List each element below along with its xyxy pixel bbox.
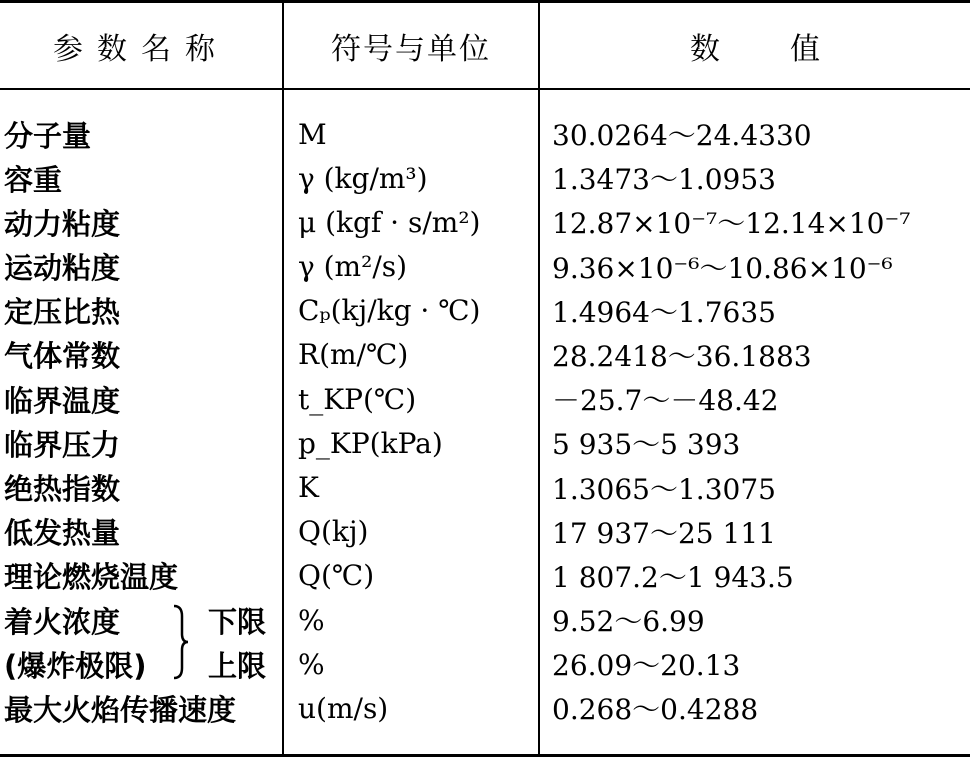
param-name: 容重 bbox=[4, 162, 63, 197]
param-value: 1.3473～1.0953 bbox=[552, 163, 776, 197]
table-body bbox=[0, 112, 970, 731]
param-value: 12.87×10⁻⁷～12.14×10⁻⁷ bbox=[552, 207, 911, 241]
param-name: 理论燃烧温度 bbox=[4, 560, 179, 595]
table-row bbox=[0, 156, 970, 200]
param-value: 9.52～6.99 bbox=[552, 605, 705, 639]
param-symbol: t_KP(℃) bbox=[298, 382, 417, 416]
param-name: 气体常数 bbox=[4, 339, 121, 374]
table-row bbox=[0, 554, 970, 598]
table-row bbox=[0, 510, 970, 554]
table-row bbox=[0, 466, 970, 510]
param-symbol: γ (kg/m³) bbox=[298, 161, 428, 195]
table-row bbox=[0, 200, 970, 244]
param-sub-label: 下限 bbox=[208, 604, 267, 639]
table-bottom-rule bbox=[0, 754, 970, 757]
table-row bbox=[0, 377, 970, 421]
param-symbol: R(m/℃) bbox=[298, 338, 409, 372]
table-row bbox=[0, 598, 970, 642]
param-value: 9.36×10⁻⁶～10.86×10⁻⁶ bbox=[552, 251, 893, 285]
table-row bbox=[0, 686, 970, 730]
param-value: 1 807.2～1 943.5 bbox=[552, 560, 794, 594]
header-value: 数值 bbox=[690, 31, 890, 67]
param-symbol: M bbox=[298, 117, 327, 151]
param-name: 最大火焰传播速度 bbox=[4, 692, 237, 727]
param-symbol: u(m/s) bbox=[298, 691, 389, 725]
table-row bbox=[0, 245, 970, 289]
param-symbol: p_KP(kPa) bbox=[298, 426, 443, 460]
header-parameter-name: 参数名称 bbox=[53, 31, 229, 67]
param-symbol: Cₚ(kj/kg · ℃) bbox=[298, 294, 481, 328]
param-name: 临界温度 bbox=[4, 383, 121, 418]
param-value: 28.2418～36.1883 bbox=[552, 339, 812, 373]
table-row bbox=[0, 333, 970, 377]
table-row bbox=[0, 289, 970, 333]
table-row bbox=[0, 421, 970, 465]
param-sub-label: 上限 bbox=[208, 648, 267, 683]
param-value: 0.268～0.4288 bbox=[552, 693, 759, 727]
param-name: 着火浓度 bbox=[4, 604, 121, 639]
table-row bbox=[0, 112, 970, 156]
param-name: 低发热量 bbox=[4, 516, 121, 551]
param-name: 运动粘度 bbox=[4, 251, 121, 286]
param-symbol: Q(kj) bbox=[298, 515, 369, 549]
table-header bbox=[0, 3, 970, 88]
param-symbol: % bbox=[298, 603, 325, 637]
header-symbol-unit: 符号与单位 bbox=[331, 31, 491, 67]
param-value: 17 937～25 111 bbox=[552, 516, 776, 550]
param-name: (爆炸极限) bbox=[4, 648, 147, 683]
param-value: －25.7～－48.42 bbox=[552, 384, 779, 418]
param-value: 1.4964～1.7635 bbox=[552, 295, 776, 329]
param-name: 绝热指数 bbox=[4, 472, 121, 506]
param-value: 26.09～20.13 bbox=[552, 649, 741, 683]
param-symbol: % bbox=[298, 647, 325, 681]
param-name: 动力粘度 bbox=[4, 206, 121, 241]
table-row bbox=[0, 642, 970, 686]
param-symbol: μ (kgf · s/m²) bbox=[298, 205, 481, 239]
param-symbol: γ (m²/s) bbox=[298, 250, 408, 284]
param-value: 30.0264～24.4330 bbox=[552, 119, 812, 152]
param-value: 5 935～5 393 bbox=[552, 428, 741, 462]
table-header-rule bbox=[0, 88, 970, 90]
param-name: 定压比热 bbox=[4, 295, 121, 330]
param-symbol: Q(℃) bbox=[298, 559, 375, 593]
param-name: 分子量 bbox=[4, 118, 92, 153]
param-symbol: K bbox=[298, 471, 319, 504]
param-value: 1.3065～1.3075 bbox=[552, 472, 776, 506]
param-name: 临界压力 bbox=[4, 427, 121, 462]
